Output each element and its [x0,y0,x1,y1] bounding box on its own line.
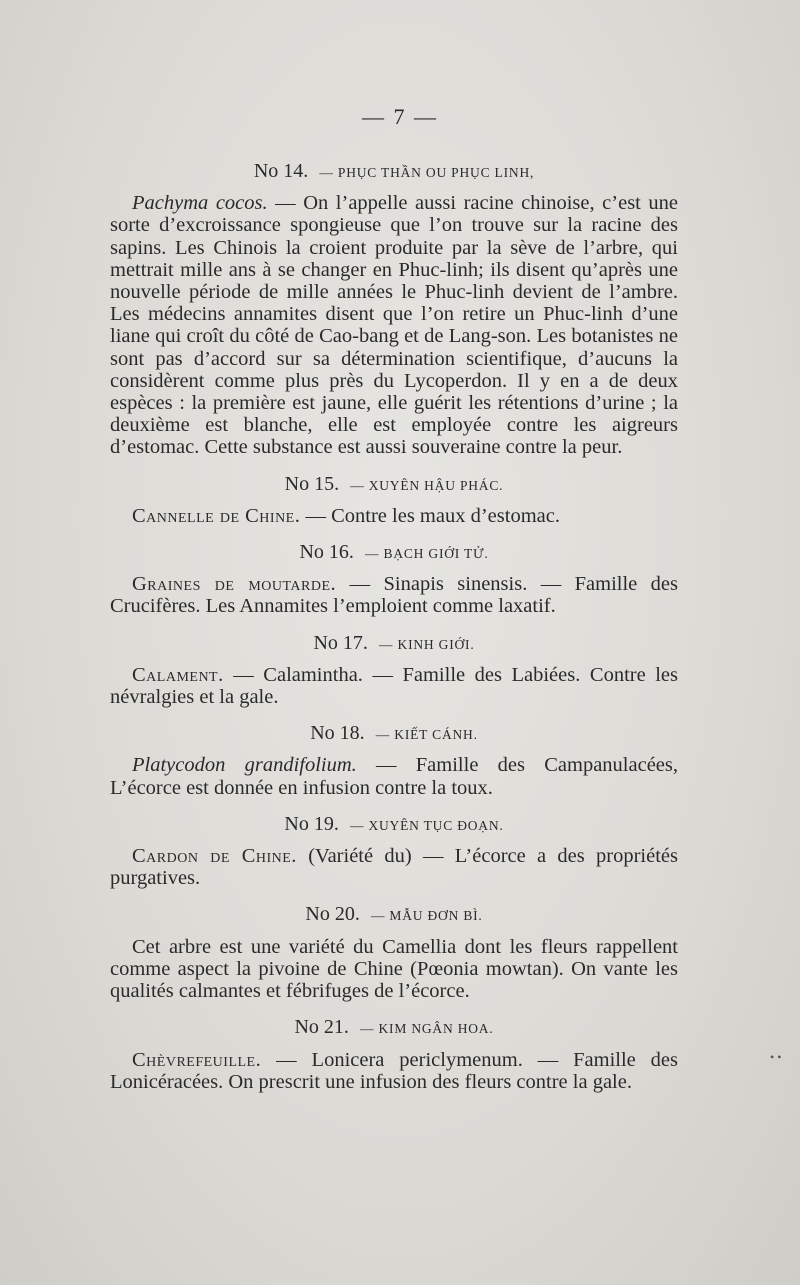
entry-heading-16 [110,541,678,565]
entry-vietnamese-name: — BẠCH GIỚI TỬ. [365,546,489,562]
entry-common-name: Cardon de Chine. [132,845,297,868]
entry-heading-20 [110,903,678,927]
entry-text-14 [110,192,678,458]
entry-number: No 16. [299,541,354,564]
entry-vietnamese-name: — PHỤC THẦN OU PHỤC LINH, [319,165,535,180]
page-content [110,160,678,1107]
entry-heading-17 [110,632,678,656]
entry-common-name: Chèvrefeuille. [132,1048,262,1071]
entry-heading-14 [110,160,678,184]
entry-text-15 [110,505,678,527]
entry-heading-19 [110,813,678,837]
entry-description: — Lonicera periclymenum. — Famille des Lonicéracées. On prescrit une infusion des fleurs contre la gale. [110,1048,678,1093]
entry-text-17 [110,664,678,708]
entry-vietnamese-name: — KIẾT CÁNH. [375,727,478,743]
entry-heading-21 [110,1016,678,1040]
entry-description: (Variété du) — L’écorce a des propriétés purgatives. [110,845,678,890]
entry-description: — Contre les maux d’estomac. [300,504,560,527]
entry-common-name: Graines de moutarde. [132,573,337,596]
entry-common-name: Calament. [132,663,224,686]
entry-number: No 20. [305,903,360,926]
entry-vietnamese-name: — MẪU ĐƠN BÌ. [370,908,483,924]
entry-vietnamese-name: — XUYÊN HẬU PHÁC. [350,477,504,493]
entry-description: — Famille des Campanulacées, L’écorce est donnée en infusion contre la toux. [110,754,678,799]
entry-vietnamese-name: — KIM NGÂN HOA. [360,1021,494,1037]
entry-number: No 21. [294,1016,349,1039]
entry-number: No 15. [284,472,340,495]
margin-mark: • • [770,1050,782,1064]
entry-latin-name: Platycodon grandifolium. [132,754,357,777]
entry-heading-15 [110,473,678,497]
entry-text-20 [110,936,678,1003]
entry-text-19 [110,845,678,889]
entry-common-name: Cannelle de Chine. [132,504,301,527]
entry-number: No 14. [253,160,309,182]
entry-heading-18 [110,722,678,746]
entry-text-21 [110,1049,678,1093]
entry-vietnamese-name: — KINH GIỚI. [379,636,475,652]
entry-latin-name: Pachyma cocos. [132,192,268,215]
entry-number: No 19. [284,812,339,835]
entry-text-16 [110,573,678,617]
page-number: — 7 — [362,104,438,129]
entry-description: — Calamintha. — Famille des Labiées. Contre les névralgies et la gale. [110,663,678,709]
entry-description: — Sinapis sinensis. — Famille des Crucifères. Les Annamites l’emploient comme laxatif. [110,573,678,618]
entry-description: — On l’appelle aussi racine chinoise, c’est une sorte d’excroissance spongieuse que l’on trouve sur la racine des sapins. Les Chinois la croient produite par la sève de l’arbre, qui mettrait mille ans à se changer en Phuc-linh; ils disent qu’après une nouvelle période de mille années le Phuc-linh devient de l’ambre. Les médecins annamites disent que l’on retire un Phuc-linh d’une liane qui croît du côté de Cao-bang et de Lang-son. Les botanistes ne sont pas d’accord sur sa détermination scientifique, d’aucuns la considèrent comme plus près du Lycoperdon. Il y en a de deux espèces : la première est jaune, elle guérit les rétentions d’urine ; la deuxième est blanche, elle est employée contre les aigreurs d’estomac. Cette substance est aussi souveraine contre la peur. [110,192,679,459]
entry-number: No 18. [310,722,365,745]
entry-vietnamese-name: — XUYÊN TỤC ĐOẠN. [349,817,504,833]
entry-number: No 17. [313,631,368,654]
entry-description: Cet arbre est une variété du Camellia dont les fleurs rappellent comme aspect la pivoine de Chine (Pœonia mowtan). On vante les qualités calmantes et fébrifuges de l’écorce. [110,935,678,1003]
entry-text-18 [110,754,678,798]
